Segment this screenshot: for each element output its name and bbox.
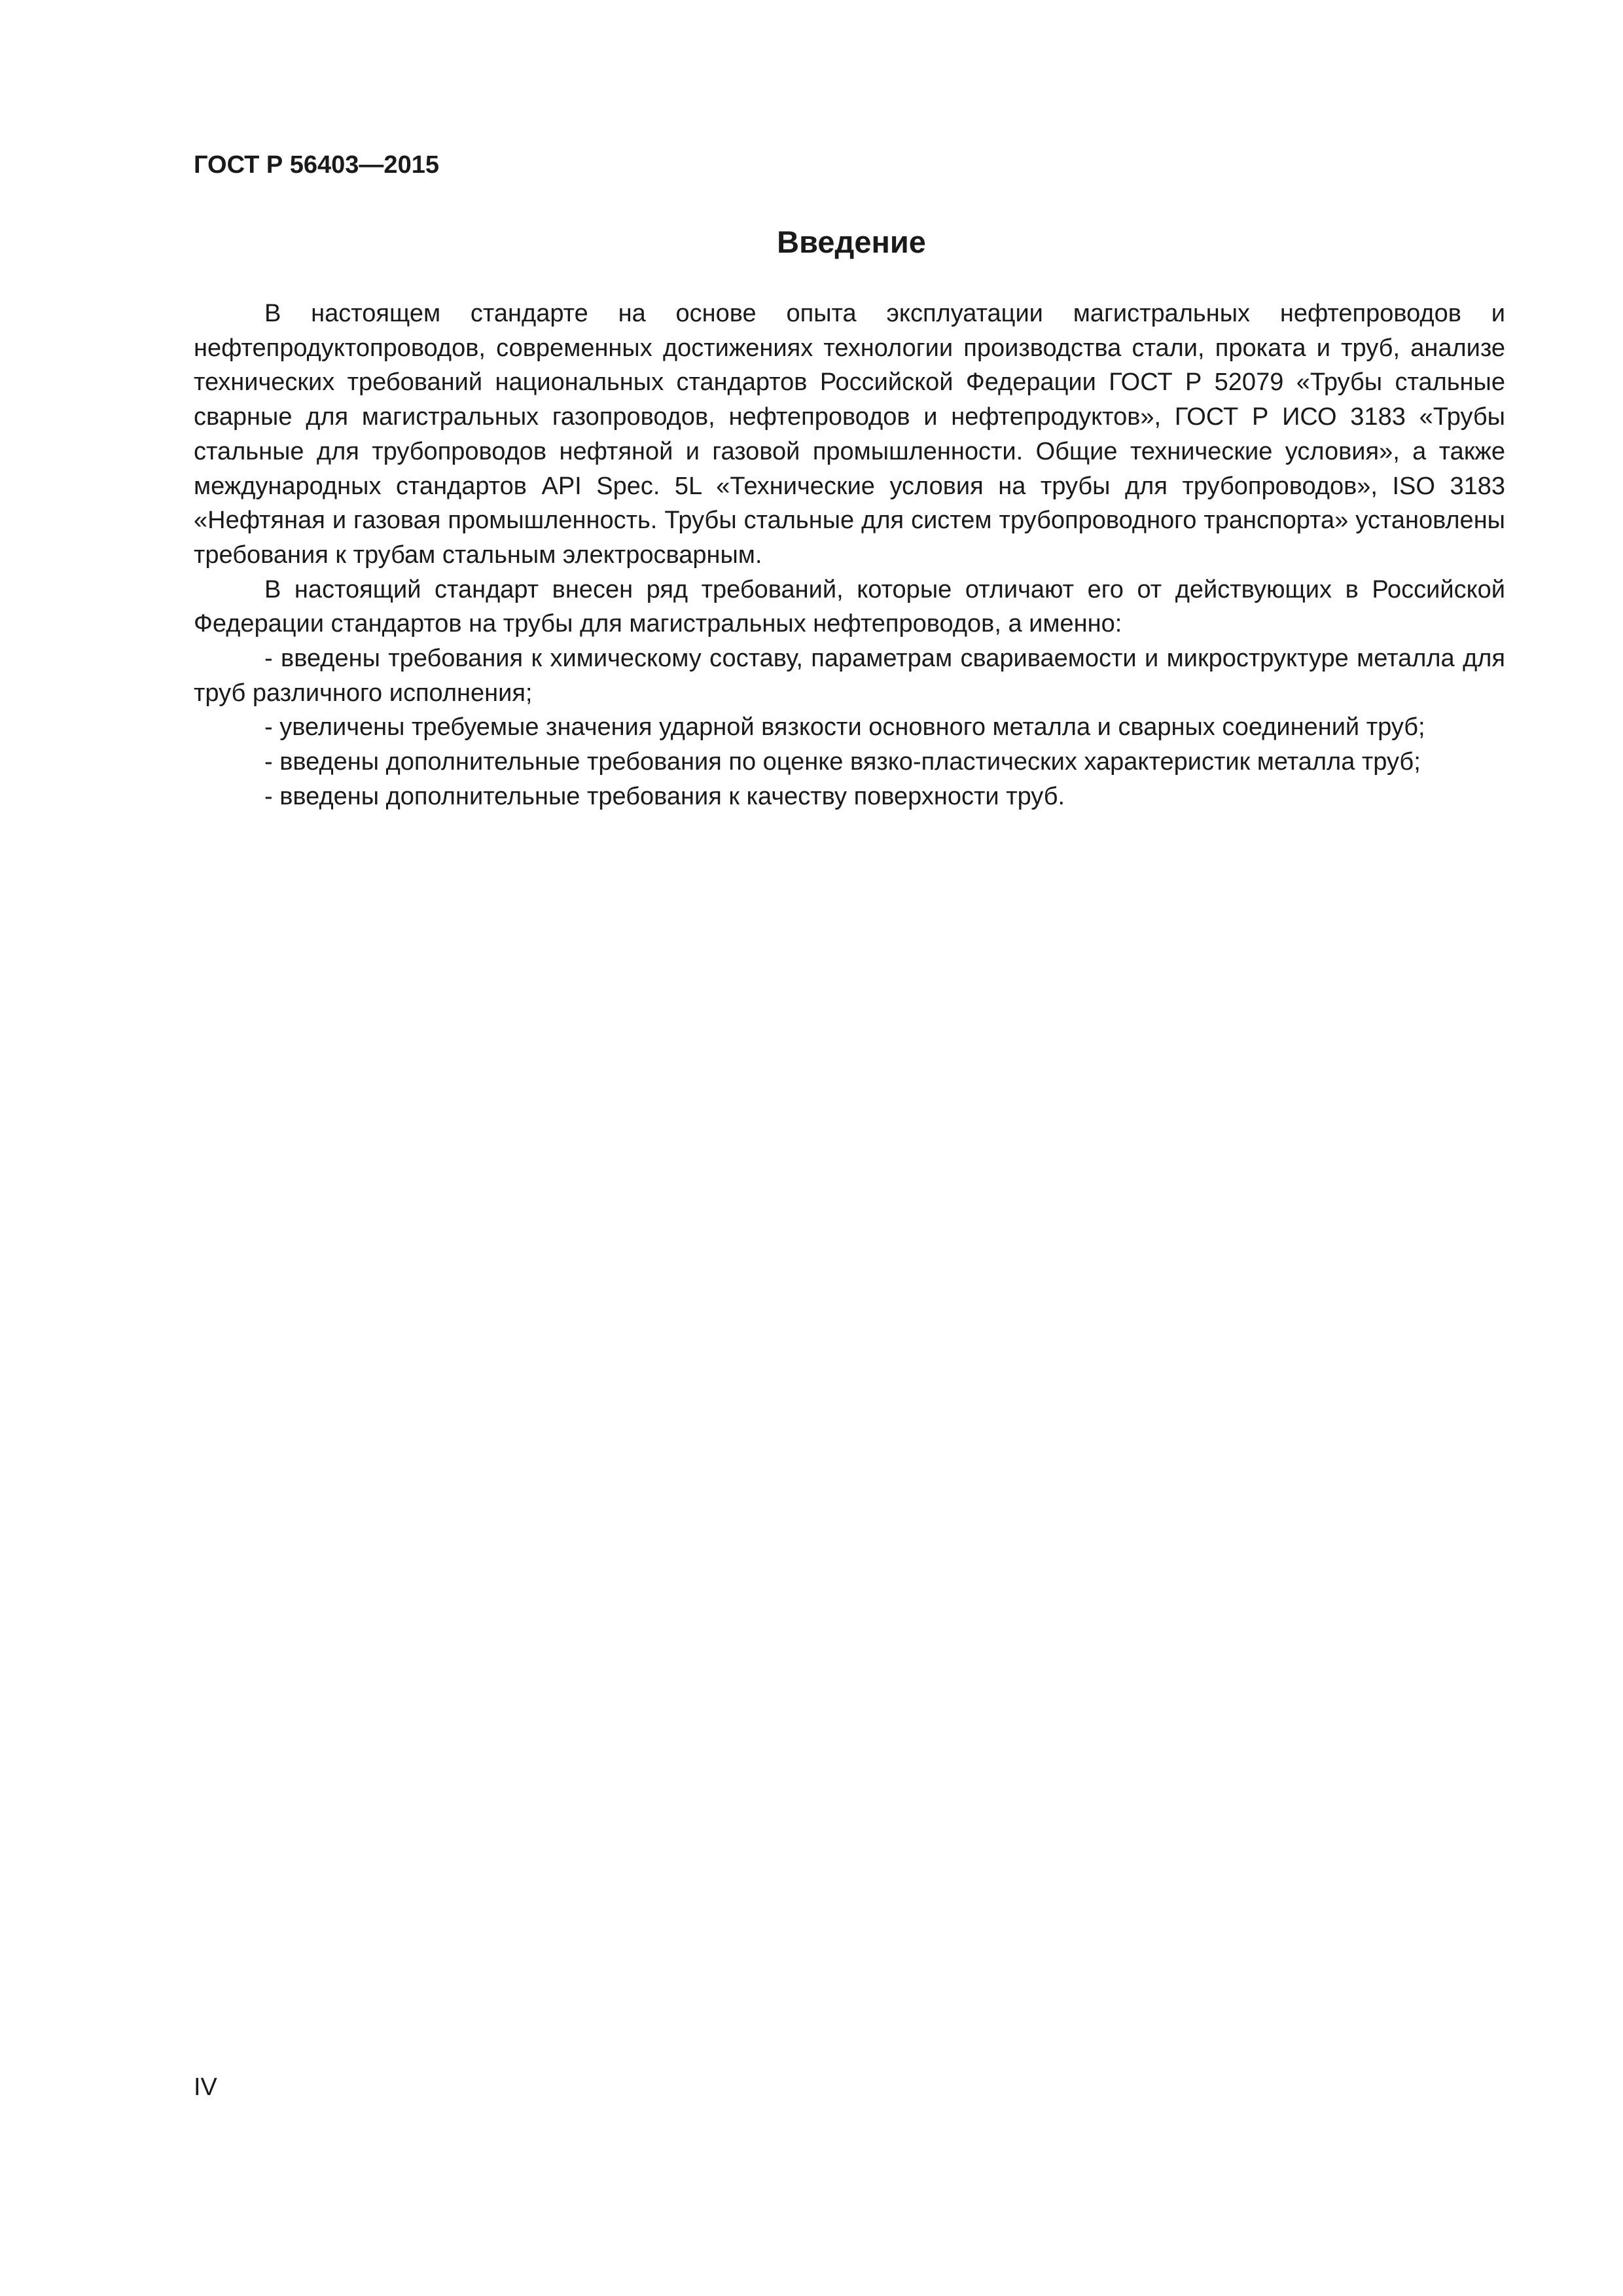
list-item-ductility: - введены дополнительные требования по оценке вязко-пластических характеристик металла труб; [264,748,1421,776]
list-item-impact-toughness: - увеличены требуемые значения ударной вязкости основного металла и сварных соединений труб; [264,713,1425,742]
list-item-chemical-composition: - введены требования к химическому составу, параметрам свариваемости и микроструктуре металла для труб различного исполнения; [194,645,1505,707]
paragraph-intro: В настоящем стандарте на основе опыта эксплуатации магистральных нефтепроводов и нефтепродуктопроводов, современных достижениях технологии производства стали, проката и труб, анализе технических требований национальных стандартов Российской Федерации ГОСТ Р 52079 «Трубы стальные сварные для магистральных газопроводов, нефтепроводов и нефтепродуктов», ГОСТ Р ИСО 3183 «Трубы стальные для трубопроводов нефтяной и газовой промышленности. Общие технические условия», а также международных стандартов API Spec. 5L «Технические условия на трубы для трубопроводов», ISO 3183 «Нефтяная и газовая промышленность. Трубы стальные для систем трубопроводного транспорта» установлены требования к трубам стальным электросварным. [194,300,1505,569]
section-body [194,296,1505,814]
list-item-surface-quality: - введены дополнительные требования к качеству поверхности труб. [264,782,1065,810]
section-title: Введение [777,224,926,259]
page-number: IV [194,2073,217,2101]
document-code: ГОСТ Р 56403—2015 [194,151,439,179]
paragraph-requirements-lead: В настоящий стандарт внесен ряд требований, которые отличают его от действующих в Российской Федерации стандартов на трубы для магистральных нефтепроводов, а именно: [194,575,1505,638]
